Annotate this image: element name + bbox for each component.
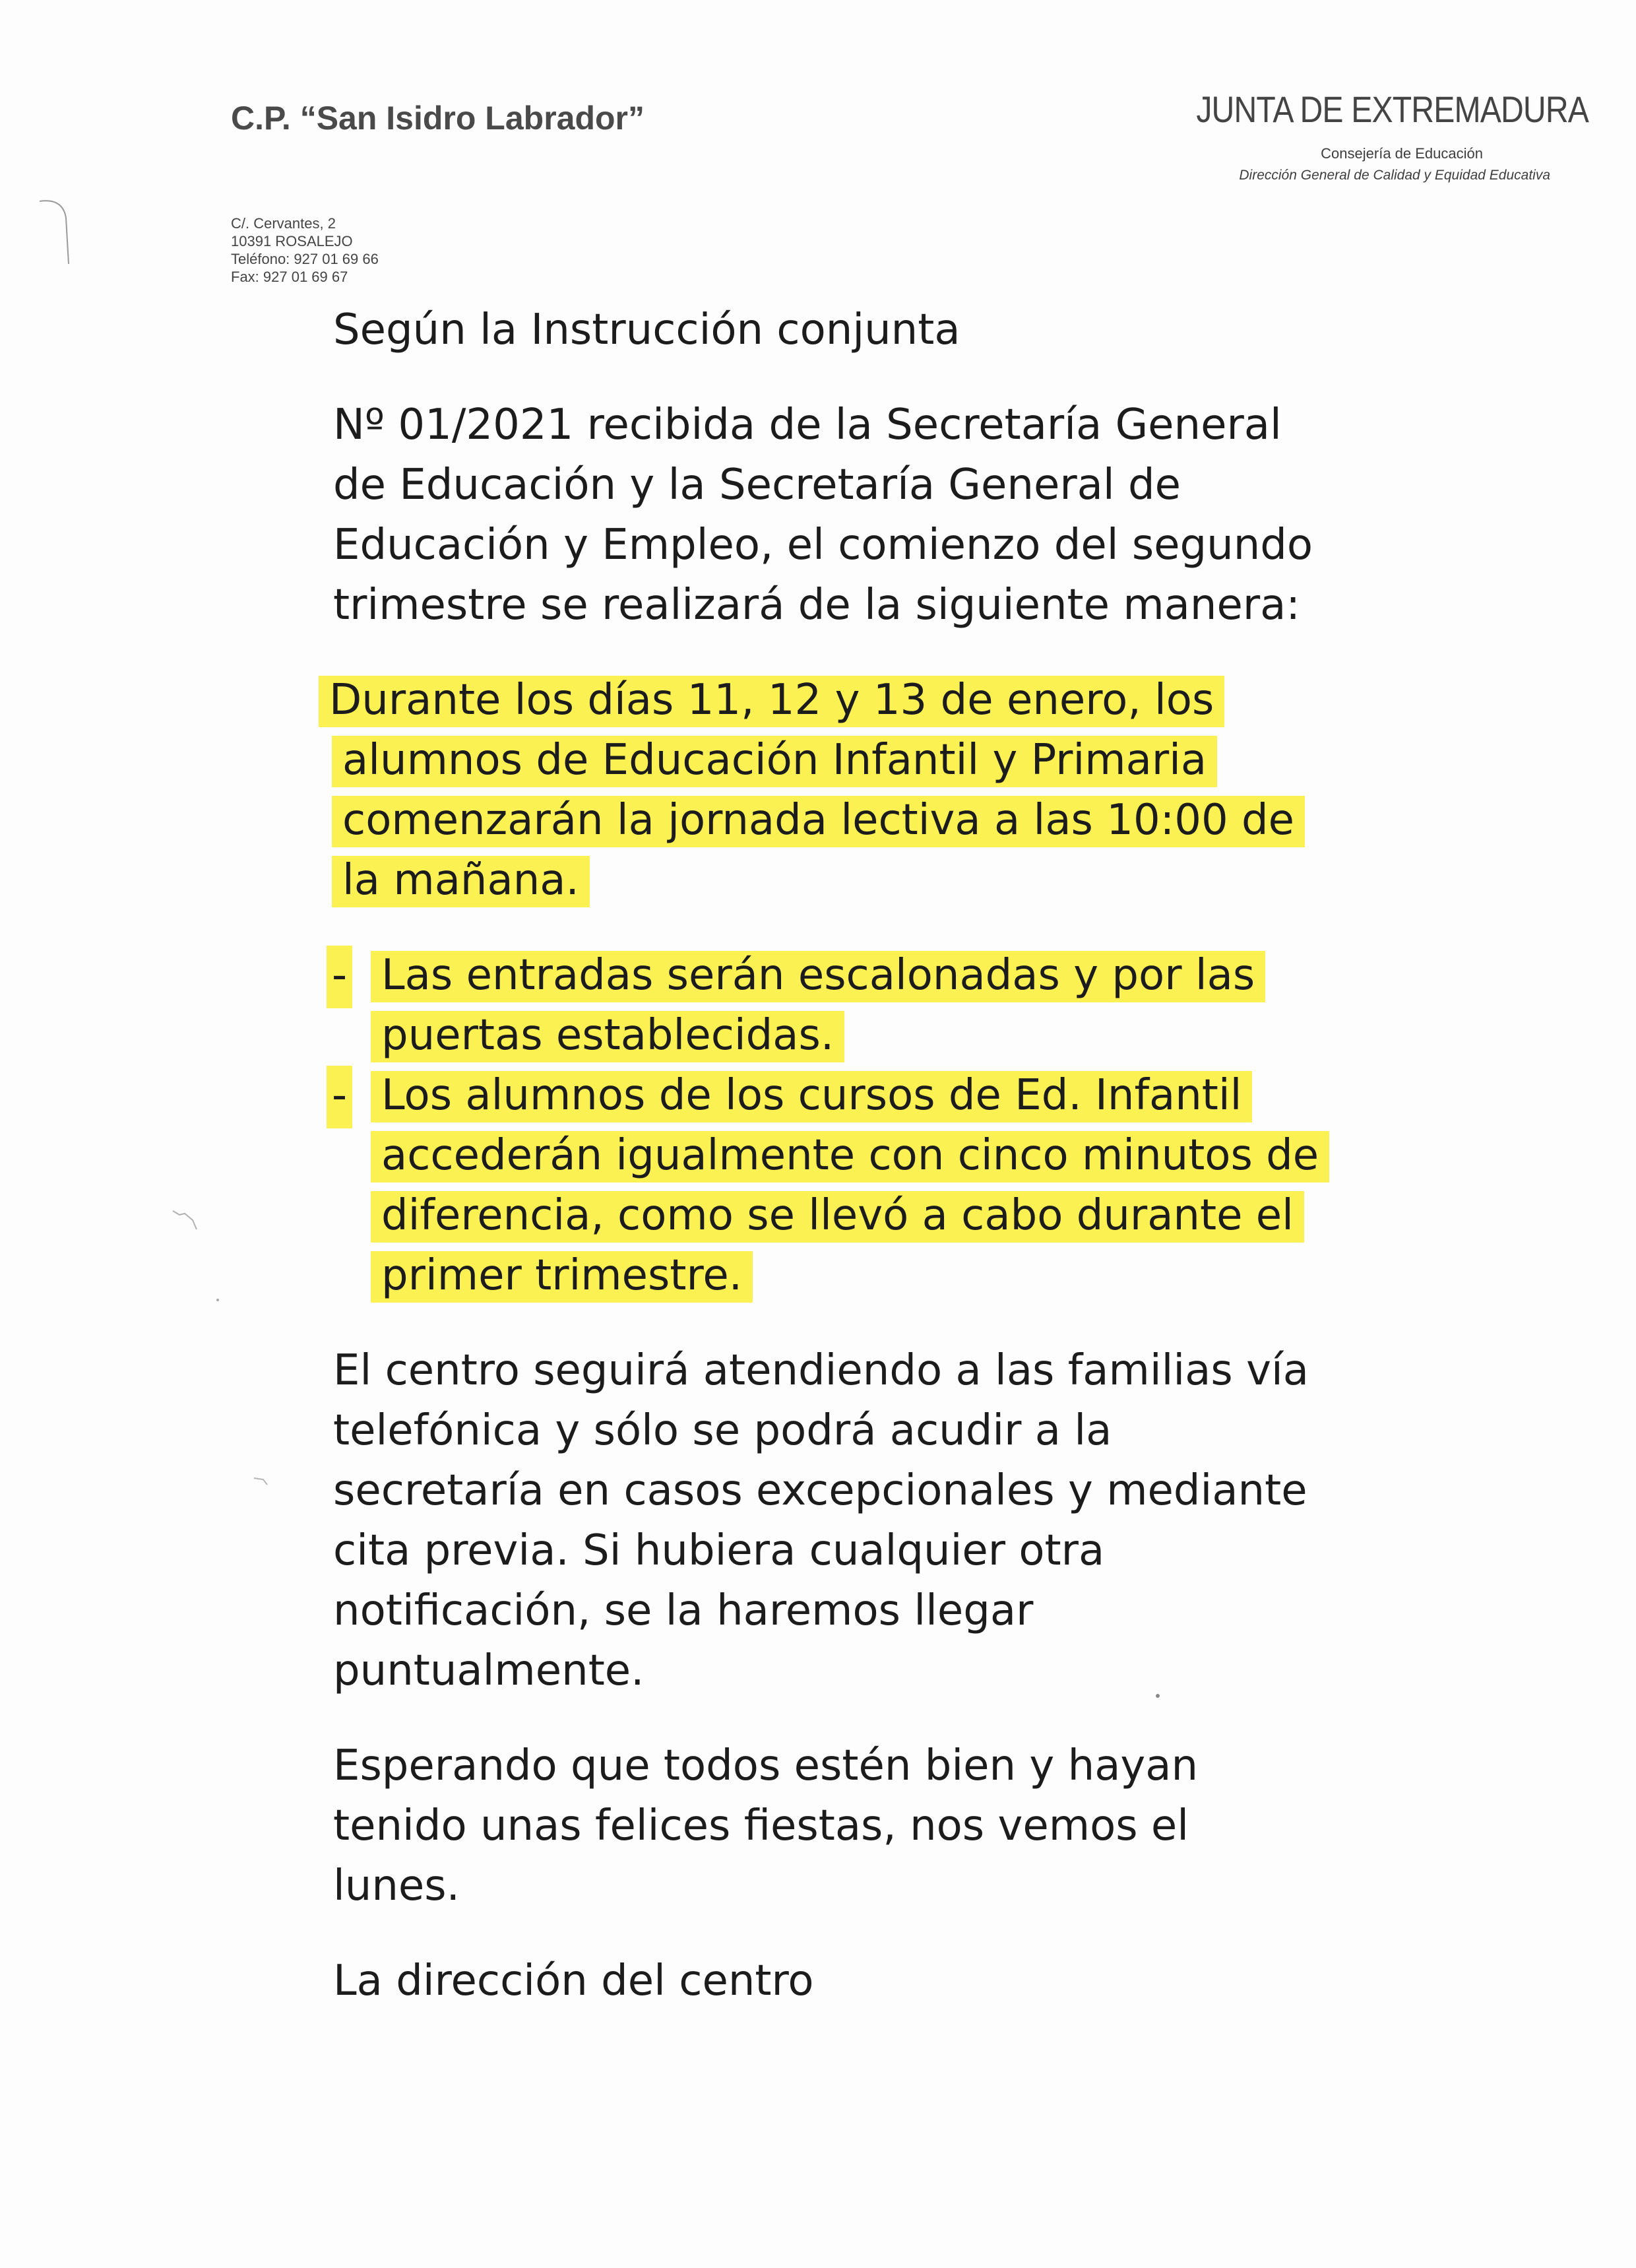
paragraph-instruction	[333, 395, 1540, 635]
junta-title: JUNTA DE EXTREMADURA	[1196, 88, 1589, 130]
signature-text: La dirección del centro	[333, 1957, 814, 2005]
text-line: notificación, se la haremos llegar	[333, 1586, 1034, 1635]
text-line: trimestre se realizará de la siguiente manera:	[333, 581, 1300, 630]
junta-letterhead	[1127, 88, 1589, 183]
letter-body	[329, 300, 1540, 2011]
text-line: Nº 01/2021 recibida de la Secretaría General	[333, 401, 1282, 449]
address-street: C/. Cervantes, 2	[231, 215, 336, 232]
text-line: puntualmente.	[333, 1646, 645, 1695]
intro-text: Según la Instrucción conjunta	[333, 306, 960, 354]
highlighted-paragraph	[319, 670, 1540, 911]
bullet-item	[327, 946, 1540, 1066]
text-line: telefónica y sólo se podrá acudir a la	[333, 1406, 1112, 1455]
text-line: de Educación y la Secretaría General de	[333, 461, 1181, 509]
bullet-line: diferencia, como se llevó a cabo durante el	[371, 1191, 1304, 1243]
text-line: El centro seguirá atendiendo a las familias vía	[333, 1346, 1309, 1395]
text-line: cita previa. Si hubiera cualquier otra	[333, 1526, 1105, 1575]
bullet-line: puertas establecidas.	[371, 1011, 844, 1062]
bullet-line: Los alumnos de los cursos de Ed. Infantil	[371, 1071, 1252, 1122]
school-address	[231, 214, 379, 286]
text-line: tenido unas felices fiestas, nos vemos el	[333, 1801, 1189, 1850]
text-line: lunes.	[333, 1862, 460, 1910]
paragraph-closing	[333, 1736, 1540, 1916]
intro-line	[333, 300, 1540, 360]
bullet-line: Las entradas serán escalonadas y por las	[371, 951, 1265, 1002]
signature	[333, 1951, 1540, 2011]
highlighted-line: la mañana.	[332, 856, 590, 907]
address-fax: Fax: 927 01 69 67	[231, 269, 348, 285]
paragraph-family-contact	[333, 1341, 1540, 1701]
bullet-line: accederán igualmente con cinco minutos de	[371, 1131, 1329, 1183]
bullet-line: primer trimestre.	[371, 1251, 753, 1303]
junta-department: Consejería de Educación	[1321, 145, 1483, 162]
text-line: secretaría en casos excepcionales y mediante	[333, 1466, 1307, 1515]
address-city: 10391 ROSALEJO	[231, 233, 353, 249]
bullet-dash: -	[327, 946, 352, 1008]
highlighted-line: comenzarán la jornada lectiva a las 10:00 de	[332, 796, 1305, 847]
text-line: Esperando que todos estén bien y hayan	[333, 1741, 1199, 1790]
bullet-item	[327, 1066, 1540, 1306]
bullet-dash: -	[327, 1066, 352, 1128]
highlighted-line: Durante los días 11, 12 y 13 de enero, los	[319, 676, 1224, 727]
school-name: C.P. “San Isidro Labrador”	[231, 100, 645, 137]
address-phone: Teléfono: 927 01 69 66	[231, 251, 379, 267]
highlighted-line: alumnos de Educación Infantil y Primaria	[332, 736, 1217, 787]
junta-direction: Dirección General de Calidad y Equidad Educativa	[1239, 168, 1550, 183]
text-line: Educación y Empleo, el comienzo del segundo	[333, 521, 1313, 569]
